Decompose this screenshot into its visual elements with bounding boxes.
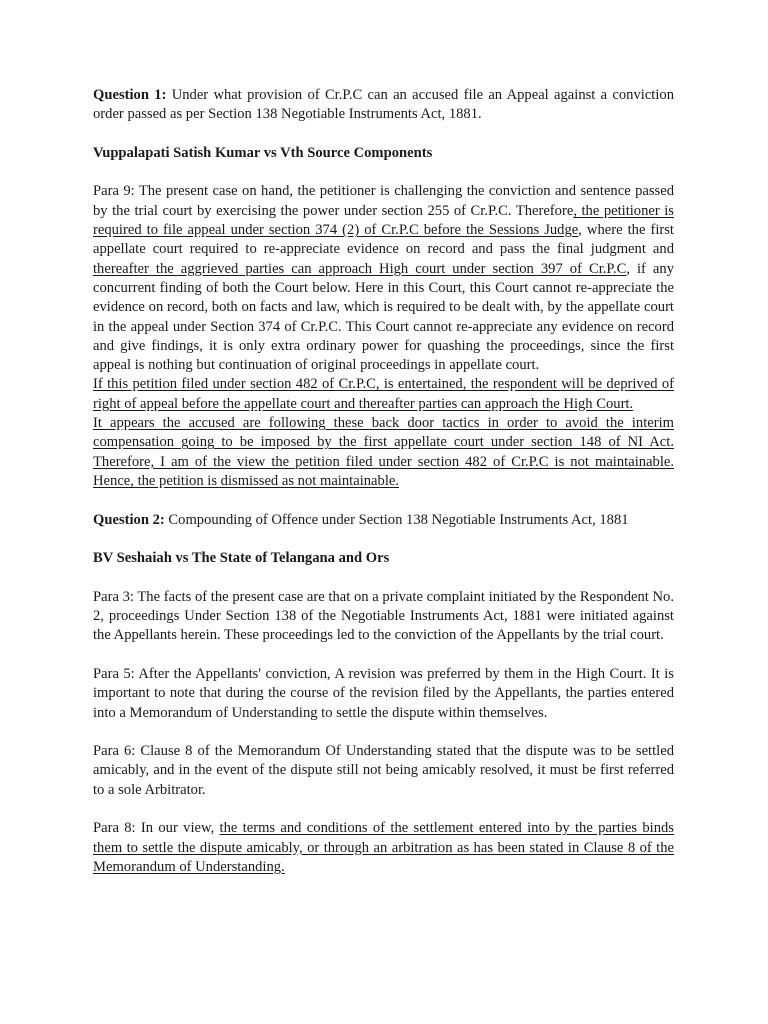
para-5: Para 5: After the Appellants' conviction, A revision was preferred by them in the High Court. It is important to note that during the course of the revision filed by the Appellants, the parties entered into a Memorandum of Understanding to settle the dispute within themselves.: [93, 665, 674, 721]
para-8: Para 8: In our view, the terms and conditions of the settlement entered into by the parties binds them to settle the dispute amicably, or through an arbitration as has been stated in Clause 8 of the Memorandum of Understanding.: [93, 820, 674, 875]
case-1-title: Vuppalapati Satish Kumar vs Vth Source Components: [93, 144, 433, 161]
question-2: [93, 511, 674, 530]
question-1: [93, 86, 674, 125]
question-2-text: Compounding of Offence under Section 138 Negotiable Instruments Act, 1881: [164, 511, 629, 528]
case-2-title: BV Seshaiah vs The State of Telangana and Ors: [93, 550, 390, 567]
question-2-label: Question 2:: [93, 511, 165, 528]
para-9-underlined-1: If this petition filed under section 482 of Cr.P.C, is entertained, the respondent will be deprived of right of appeal before the appellate court and thereafter parties can approach the High Court.: [93, 376, 674, 412]
para-3: Para 3: The facts of the present case are that on a private complaint initiated by the Respondent No. 2, proceedings Under Section 138 of the Negotiable Instruments Act, 1881 were initiated against the Appellants herein. These proceedings led to the conviction of the Appellants by the trial court.: [93, 588, 674, 644]
question-1-text: Under what provision of Cr.P.C can an accused file an Appeal against a conviction order passed as per Section 138 Negotiable Instruments Act, 1881.: [93, 87, 674, 123]
para-9-underlined-2: It appears the accused are following these back door tactics in order to avoid the interim compensation going to be imposed by the first appellate court under section 148 of NI Act. Therefore, I am of the view the petition filed under section 482 of Cr.P.C is not maintainable. Hence, the petition is dismissed as not maintainable.: [93, 415, 674, 489]
para-9: Para 9: The present case on hand, the petitioner is challenging the conviction and sentence passed by the trial court by exercising the power under section 255 of Cr.P.C. Therefore, the petitioner is required to file appeal under section 374 (2) of Cr.P.C before the Sessions Judge, where the first appellate court required to re-appreciate evidence on record and pass the final judgment and thereafter the aggrieved parties can approach High court under section 397 of Cr.P.C, if any concurrent finding of both the Court below. Here in this Court, this Court cannot re-appreciate the evidence on record, both on facts and law, which is required to be dealt with, by the appellate court in the appeal under Section 374 of Cr.P.C. This Court cannot re-appreciate any evidence on record and give findings, it is only extra ordinary power for quashing the proceedings, since the first appeal is nothing but continuation of original proceedings in appellate court.: [93, 183, 674, 374]
para-6: Para 6: Clause 8 of the Memorandum Of Understanding stated that the dispute was to be settled amicably, and in the event of the dispute still not being amicably resolved, it must be first referred to a sole Arbitrator.: [93, 743, 674, 798]
question-1-label: Question 1:: [93, 87, 167, 103]
